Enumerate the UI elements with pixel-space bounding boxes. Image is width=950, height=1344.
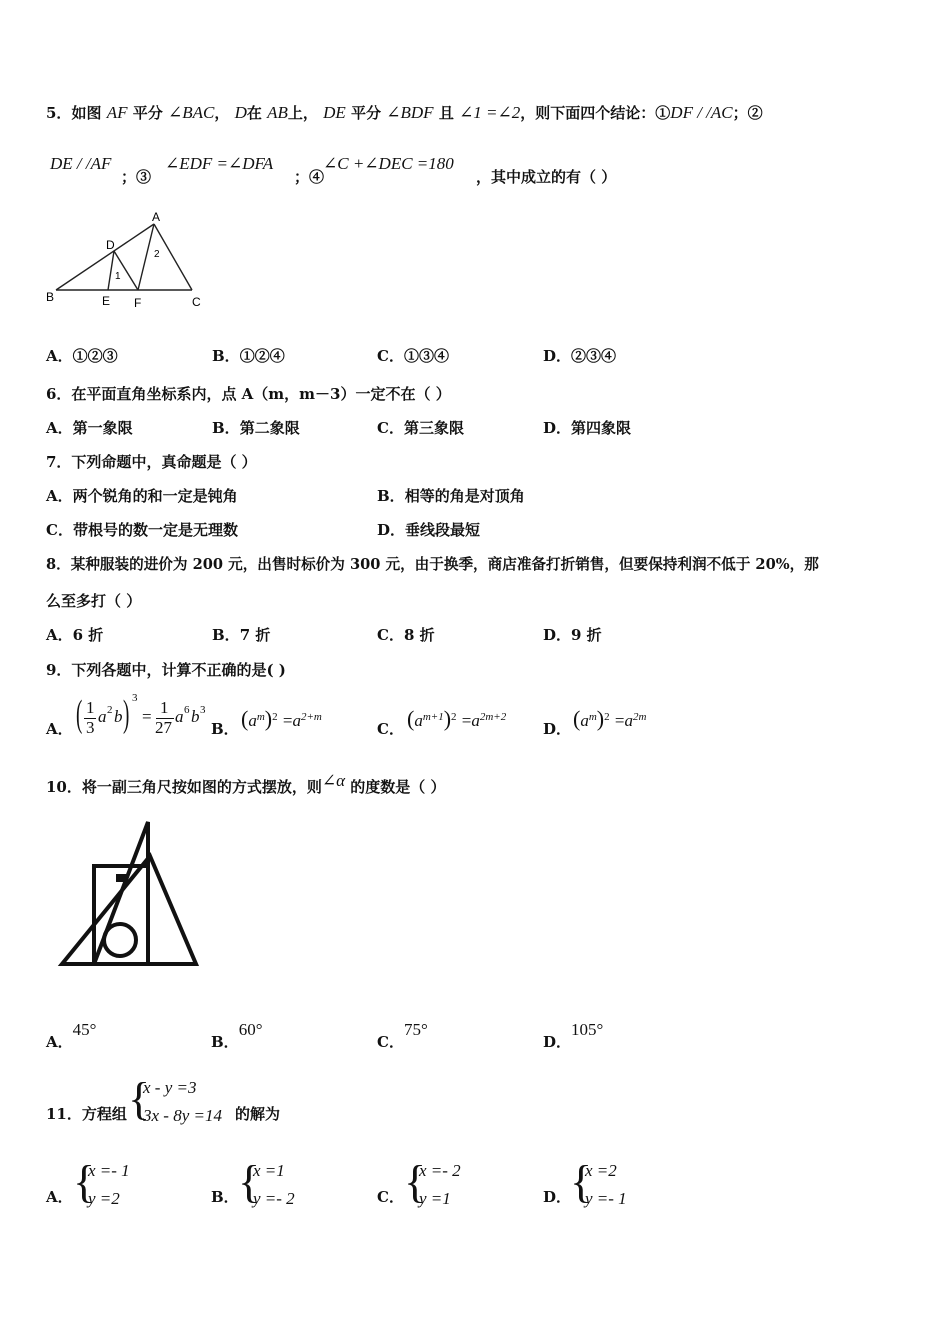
q11-equation-2: 3x - 8y =14 <box>143 1106 222 1125</box>
q11-option-b-letter[interactable]: B． <box>211 1188 239 1206</box>
segment-ac <box>154 224 192 290</box>
q10-stem: 10．将一副三角尺按如图的方式摆放，则∠α 的度数是（ ） <box>46 771 446 796</box>
q5-figure <box>44 208 214 312</box>
label-f: F <box>134 296 142 310</box>
q8-option-a[interactable]: A．6 折 <box>46 626 104 644</box>
segment-ba <box>56 224 154 290</box>
q5-stem-line1: 5．如图 AF 平分 ∠BAC， D在 AB上， DE 平分 ∠BDF 且 ∠1 =∠2，则下面四个结论：①DF / /AC；② <box>46 103 763 122</box>
q7-option-a[interactable]: A．两个锐角的和一定是钝角 <box>46 487 238 505</box>
segment-de <box>108 251 114 290</box>
q10-option-c[interactable]: C．75° <box>377 1020 428 1051</box>
q11-option-c[interactable]: x =- 2 y =1 <box>419 1161 461 1208</box>
q6-option-b[interactable]: B．第二象限 <box>212 419 300 437</box>
q6-option-a[interactable]: A．第一象限 <box>46 419 133 437</box>
q11-equation-1: x - y =3 <box>143 1078 197 1097</box>
q9-option-c-expr: $(a^{m+1})^2 =a^{2m+2}$ <box>407 706 507 731</box>
q5-option-d[interactable]: D．②③④ <box>543 347 617 365</box>
q5-stem-line2: DE / /AF <box>50 154 112 173</box>
q5-option-c[interactable]: C．①③④ <box>377 347 449 365</box>
q9-option-d-expr: $(a^m)^2 =a^{2m}$ <box>573 706 647 731</box>
q11-option-b[interactable]: x =1 y =- 2 <box>253 1161 295 1208</box>
q5-option-a[interactable]: A．①②③ <box>46 347 118 365</box>
q8-option-b[interactable]: B．7 折 <box>212 626 271 644</box>
q10-option-a[interactable]: A．45° <box>46 1020 97 1051</box>
q8-stem-line2: 么至多打（ ） <box>46 592 142 610</box>
label-c: C <box>192 295 201 309</box>
q8-option-d[interactable]: D．9 折 <box>543 626 602 644</box>
q9-option-b-expr: $(a^m)^2 =a^{2+m}$ <box>241 706 322 731</box>
q9-option-a-letter[interactable]: A． <box>46 720 73 738</box>
q11-option-c-letter[interactable]: C． <box>377 1188 404 1206</box>
q11-option-a[interactable]: x =- 1 y =2 <box>88 1161 130 1208</box>
q11-system-brace: { <box>128 1073 151 1124</box>
q7-option-c[interactable]: C．带根号的数一定是无理数 <box>46 521 238 539</box>
q10-figure <box>56 816 202 972</box>
q10-option-d[interactable]: D．105° <box>543 1020 604 1051</box>
label-angle-1: 1 <box>115 271 121 282</box>
q7-option-b[interactable]: B．相等的角是对顶角 <box>377 487 525 505</box>
q7-stem: 7．下列命题中，真命题是（ ） <box>46 453 257 471</box>
set-square-30-60 <box>94 822 148 964</box>
circle-hole <box>104 924 136 956</box>
q7-option-d[interactable]: D．垂线段最短 <box>377 521 481 539</box>
q9-option-c-letter[interactable]: C． <box>377 720 404 738</box>
q9-option-b-letter[interactable]: B． <box>211 720 239 738</box>
label-b: B <box>46 290 55 304</box>
label-e: E <box>102 294 111 308</box>
label-a: A <box>152 210 161 224</box>
q8-stem-line1: 8．某种服装的进价为 200 元，出售时标价为 300 元，由于换季，商店准备打折销售，但要保持利润不低于 20%，那 <box>46 556 819 573</box>
label-angle-2: 2 <box>154 249 160 260</box>
q11-stem-prefix: 11．方程组 <box>46 1105 127 1123</box>
q11-option-a-letter[interactable]: A． <box>46 1188 73 1206</box>
label-d: D <box>106 238 115 252</box>
q5-option-b[interactable]: B．①②④ <box>212 347 285 365</box>
q5-number: 5． <box>46 104 72 122</box>
q6-option-d[interactable]: D．第四象限 <box>543 419 632 437</box>
q11-option-d-letter[interactable]: D． <box>543 1188 572 1206</box>
q9-option-d-letter[interactable]: D． <box>543 720 572 738</box>
q6-option-c[interactable]: C．第三象限 <box>377 419 464 437</box>
q6-stem: 6．在平面直角坐标系内，点 A（m，m－3）一定不在（ ） <box>46 385 451 403</box>
q11-stem-suffix: 的解为 <box>235 1105 281 1123</box>
q9-stem: 9．下列各题中，计算不正确的是( ) <box>46 661 286 679</box>
q10-option-b[interactable]: B．60° <box>211 1020 263 1051</box>
q11-option-d[interactable]: x =2 y =- 1 <box>585 1161 627 1208</box>
q11-system <box>143 1074 222 1130</box>
angle-marker <box>116 874 128 882</box>
q8-option-c[interactable]: C．8 折 <box>377 626 435 644</box>
